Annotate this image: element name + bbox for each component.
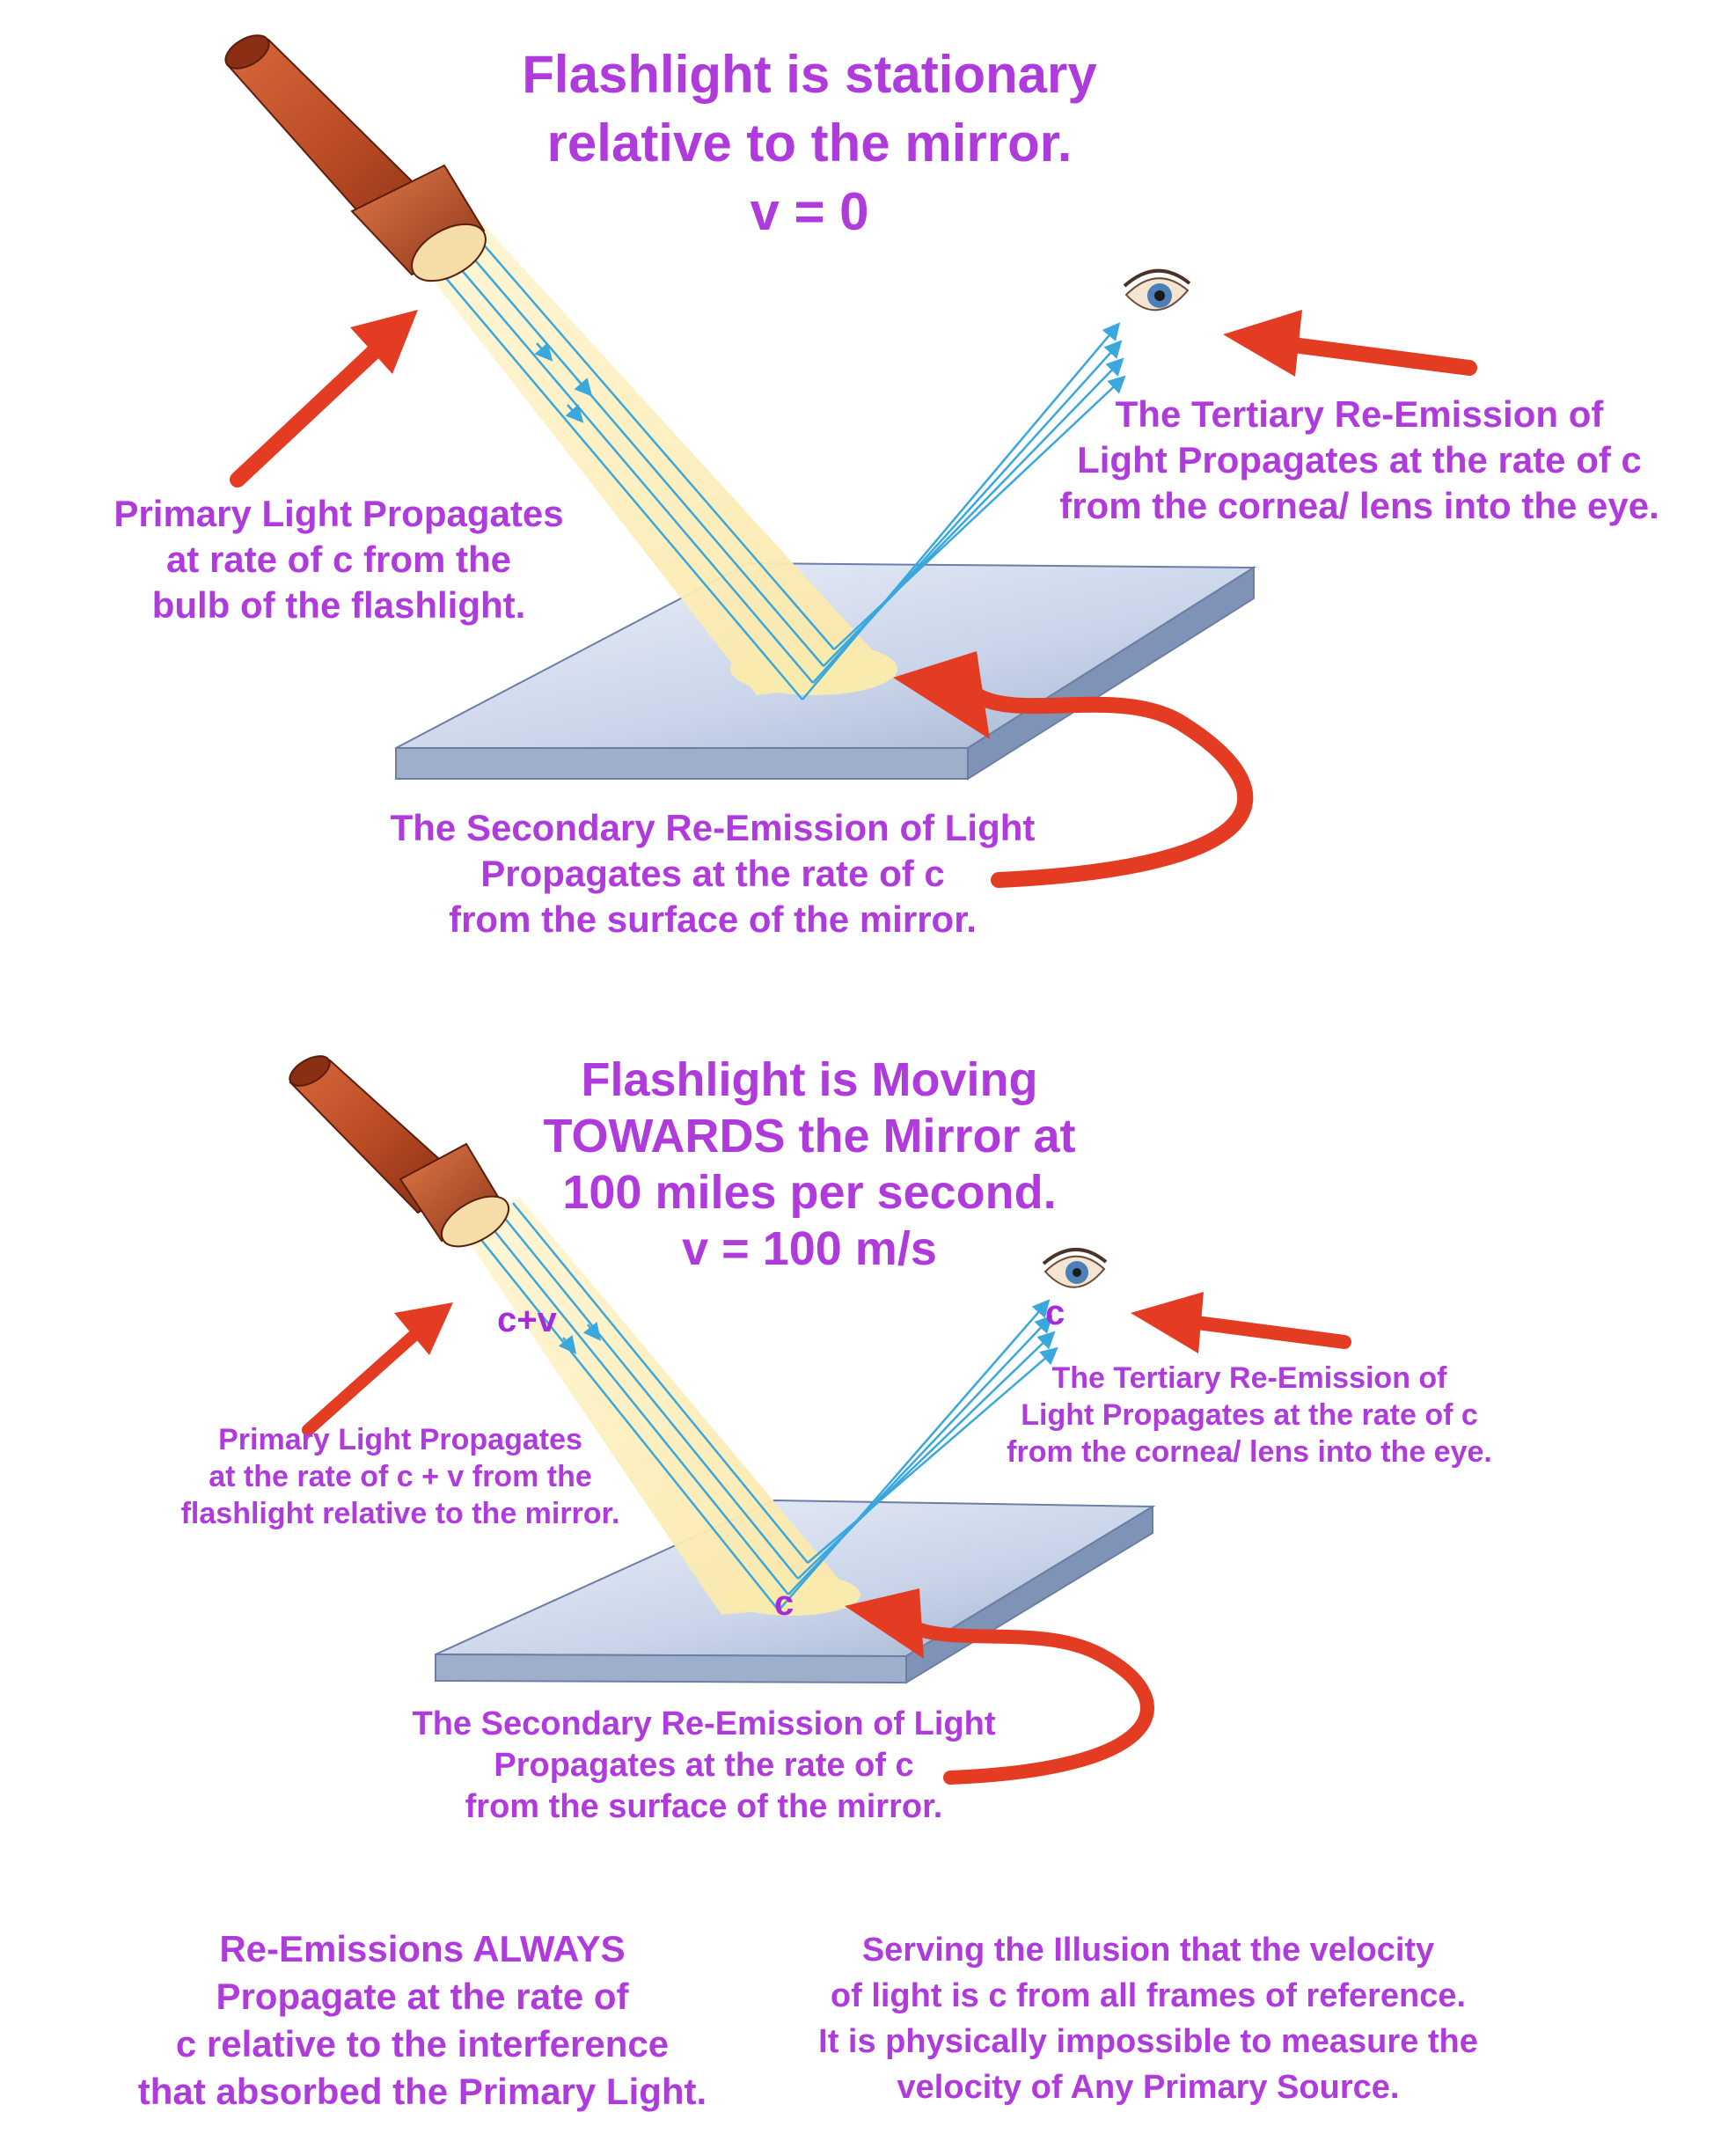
top-secondary-label [348, 805, 1078, 942]
mirror-marker-c: c [774, 1584, 794, 1623]
bottom-tertiary-line: The Tertiary Re-Emission of [1051, 1361, 1447, 1395]
top-tertiary-label [1051, 392, 1667, 529]
bottom-secondary-line: from the surface of the mirror. [465, 1788, 943, 1825]
top-title-line: Flashlight is stationary [522, 45, 1097, 104]
top-tertiary-arrow [1223, 310, 1469, 377]
footer-left-line: Re-Emissions ALWAYS [219, 1928, 626, 1969]
footer-right-line: of light is c from all frames of reference. [830, 1977, 1467, 2014]
bottom-title-line: Flashlight is Moving [581, 1053, 1038, 1106]
top-primary-arrow [238, 310, 418, 480]
footer-left-note [97, 1925, 748, 2116]
bottom-primary-line: Primary Light Propagates [218, 1423, 582, 1456]
bottom-tertiary-line: Light Propagates at the rate of c [1021, 1398, 1478, 1432]
bottom-tertiary-line: from the cornea/ lens into the eye. [1007, 1435, 1492, 1469]
bottom-secondary-line: Propagates at the rate of c [494, 1747, 914, 1784]
top-tertiary-line: Light Propagates at the rate of c [1077, 439, 1642, 480]
top-primary-line: at rate of c from the [165, 539, 512, 580]
top-tertiary-line: The Tertiary Re-Emission of [1115, 393, 1604, 435]
footer-left-line: Propagate at the rate of [216, 1976, 629, 2017]
footer-right-line: It is physically impossible to measure the [818, 2023, 1478, 2060]
top-title [488, 40, 1131, 246]
bottom-flashlight-icon [285, 1050, 517, 1257]
top-tertiary-line: from the cornea/ lens into the eye. [1059, 485, 1659, 526]
bottom-primary-label [150, 1421, 651, 1532]
top-flashlight-icon [220, 29, 495, 293]
bottom-title-line: TOWARDS the Mirror at [543, 1110, 1076, 1162]
top-title-line: v = 0 [750, 182, 869, 241]
bottom-title [493, 1052, 1126, 1277]
top-title-line: relative to the mirror. [546, 114, 1073, 172]
footer-right-line: velocity of Any Primary Source. [897, 2069, 1400, 2106]
bottom-title-line: v = 100 m/s [682, 1222, 937, 1275]
bottom-title-line: 100 miles per second. [562, 1166, 1057, 1219]
footer-left-line: that absorbed the Primary Light. [137, 2071, 707, 2112]
top-secondary-line: The Secondary Re-Emission of Light [390, 807, 1036, 848]
top-secondary-line: from the surface of the mirror. [449, 898, 977, 940]
top-eye-icon [1124, 271, 1190, 311]
bottom-primary-line: at the rate of c + v from the [209, 1460, 592, 1493]
bottom-secondary-line: The Secondary Re-Emission of Light [412, 1705, 996, 1742]
footer-right-note [757, 1927, 1540, 2110]
footer-left-line: c relative to the interference [175, 2023, 670, 2064]
beam-marker-c-plus-v: c+v [497, 1301, 557, 1339]
top-secondary-line: Propagates at the rate of c [480, 853, 945, 894]
bottom-tertiary-arrow [1131, 1292, 1344, 1353]
top-primary-label [75, 491, 603, 628]
top-primary-line: Primary Light Propagates [113, 493, 564, 534]
top-primary-line: bulb of the flashlight. [151, 584, 526, 626]
eye-marker-c: c [1045, 1294, 1065, 1332]
bottom-secondary-label [378, 1704, 1029, 1828]
bottom-primary-arrow [308, 1302, 453, 1430]
footer-right-line: Serving the Illusion that the velocity [861, 1932, 1435, 1969]
bottom-primary-line: flashlight relative to the mirror. [180, 1497, 620, 1530]
bottom-tertiary-label [968, 1360, 1531, 1470]
